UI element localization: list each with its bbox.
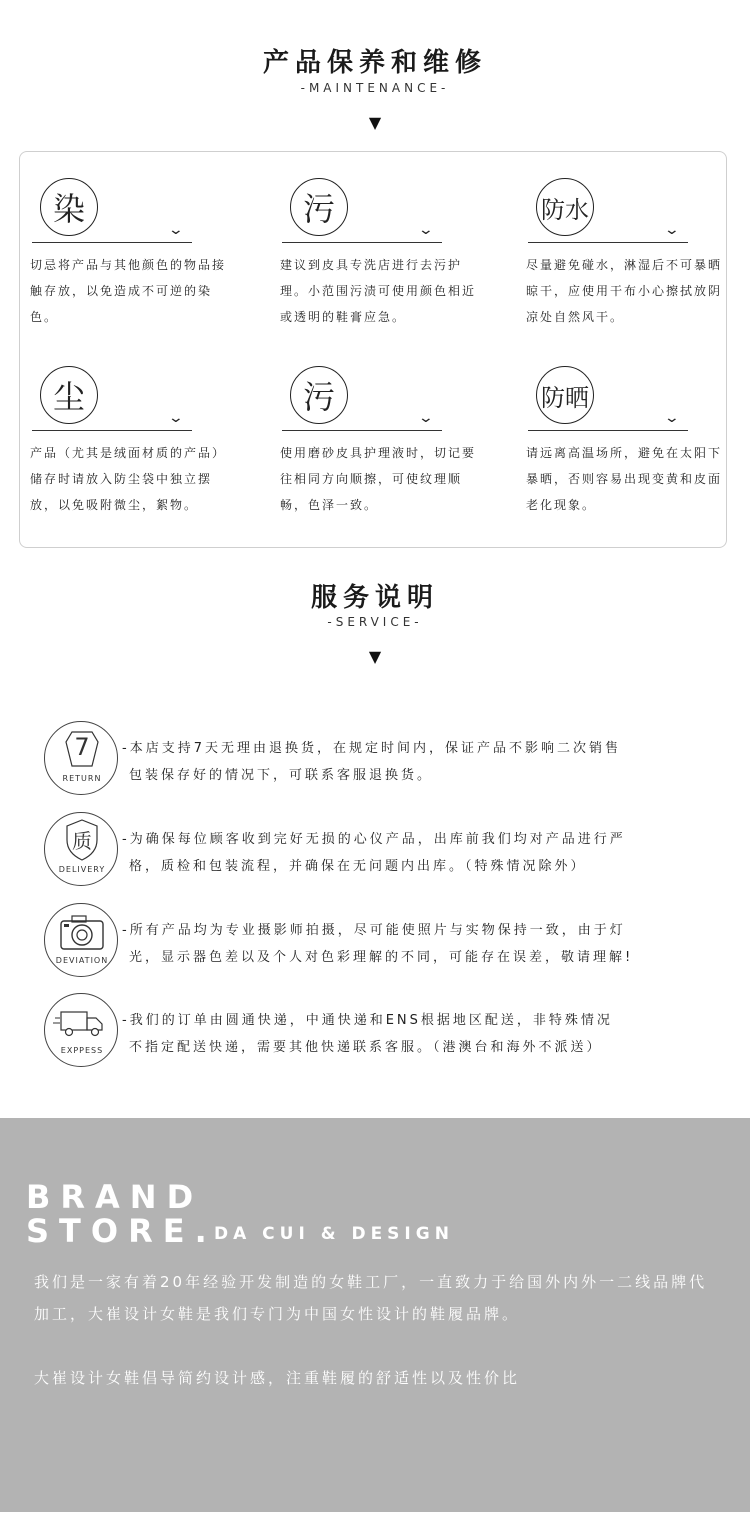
service-deviation xyxy=(44,903,724,983)
deviation-label: DEVIATION xyxy=(55,956,109,965)
service-title: 服务说明 xyxy=(310,583,439,613)
chevron-down-icon: ⌄ xyxy=(417,410,435,426)
care-text: 切忌将产品与其他颜色的物品接触存放，以免造成不可逆的染色。 xyxy=(30,258,227,324)
truck-icon xyxy=(44,993,118,1067)
care-text: 使用磨砂皮具护理液时，切记要往相同方向顺擦，可使纹理顺畅，色泽一致。 xyxy=(280,446,477,512)
brand-intro-line2: 加工，大崔设计女鞋是我们专门为中国女性设计的鞋履品牌。 xyxy=(34,1305,521,1323)
service-text xyxy=(122,917,722,971)
service-text xyxy=(122,735,722,789)
stain-icon: 污 xyxy=(290,366,348,424)
care-text: 请远离高温场所，避免在太阳下暴晒，否则容易出现变黄和皮面老化现象。 xyxy=(526,446,723,512)
service-delivery xyxy=(44,812,724,892)
service-line: -为确保每位顾客收到完好无损的心仪产品，出库前我们均对产品进行严 xyxy=(122,832,626,847)
chevron-down-icon: ⌄ xyxy=(663,410,681,426)
service-line: -本店支持7天无理由退换货，在规定时间内，保证产品不影响二次销售 xyxy=(122,741,621,756)
camera-icon xyxy=(44,903,118,977)
express-label: EXPPESS xyxy=(60,1046,104,1055)
service-text xyxy=(122,826,722,880)
divider xyxy=(528,242,688,243)
service-line: -所有产品均为专业摄影师拍摄，尽可能使照片与实物保持一致，由于灯 xyxy=(122,923,626,938)
service-subtitle: -SERVICE- xyxy=(327,615,423,629)
service-return xyxy=(44,721,724,801)
down-arrow-icon: ▼ xyxy=(368,113,382,132)
divider xyxy=(282,430,442,431)
delivery-label: DELIVERY xyxy=(58,865,106,874)
brand-heading: BRAND xyxy=(26,1178,204,1216)
care-text: 产品（尤其是绒面材质的产品）储存时请放入防尘袋中独立摆放，以免吸附微尘，絮物。 xyxy=(30,446,227,512)
return-label: RETURN xyxy=(62,774,102,783)
quality-icon xyxy=(44,812,118,886)
divider xyxy=(282,242,442,243)
down-arrow-icon: ▼ xyxy=(368,647,382,666)
service-line: 格，质检和包装流程，并确保在无问题内出库。（特殊情况除外） xyxy=(129,859,587,874)
service-line: 光，显示器色差以及个人对色彩理解的不同，可能存在误差，敬请理解! xyxy=(129,950,634,965)
dust-icon: 尘 xyxy=(40,366,98,424)
brand-name: DA CUI & DESIGN xyxy=(214,1224,454,1244)
return-icon xyxy=(44,721,118,795)
divider xyxy=(32,242,192,243)
maintenance-title: 产品保养和维修 xyxy=(262,48,487,78)
maintenance-subtitle: -MAINTENANCE- xyxy=(300,81,450,95)
brand-slogan: 大崔设计女鞋倡导简约设计感，注重鞋履的舒适性以及性价比 xyxy=(34,1369,521,1387)
quality-glyph: 质 xyxy=(72,829,92,853)
care-text: 建议到皮具专洗店进行去污护理。小范围污渍可使用颜色相近或透明的鞋膏应急。 xyxy=(280,258,477,324)
stain-icon: 污 xyxy=(290,178,348,236)
service-text xyxy=(122,1007,722,1061)
chevron-down-icon: ⌄ xyxy=(663,222,681,238)
dye-icon: 染 xyxy=(40,178,98,236)
maintenance-panel xyxy=(19,151,727,548)
sunproof-icon: 防晒 xyxy=(536,366,594,424)
divider xyxy=(32,430,192,431)
seven-glyph: 7 xyxy=(74,733,90,761)
service-line: 不指定配送快递，需要其他快递联系客服。（港澳台和海外不派送） xyxy=(129,1040,603,1055)
chevron-down-icon: ⌄ xyxy=(167,410,185,426)
brand-section xyxy=(0,1118,750,1512)
service-line: -我们的订单由圆通快递，中通快递和ENS根据地区配送，非特殊情况 xyxy=(122,1013,613,1028)
service-express xyxy=(44,993,724,1073)
chevron-down-icon: ⌄ xyxy=(417,222,435,238)
divider xyxy=(528,430,688,431)
chevron-down-icon: ⌄ xyxy=(167,222,185,238)
care-text: 尽量避免碰水，淋湿后不可暴晒晾干，应使用干布小心擦拭放阴凉处自然风干。 xyxy=(526,258,723,324)
store-heading: STORE. xyxy=(26,1212,217,1250)
service-line: 包装保存好的情况下，可联系客服退换货。 xyxy=(129,768,434,783)
brand-intro-line1: 我们是一家有着20年经验开发制造的女鞋工厂，一直致力于给国外内外一二线品牌代 xyxy=(34,1273,708,1291)
waterproof-icon: 防水 xyxy=(536,178,594,236)
